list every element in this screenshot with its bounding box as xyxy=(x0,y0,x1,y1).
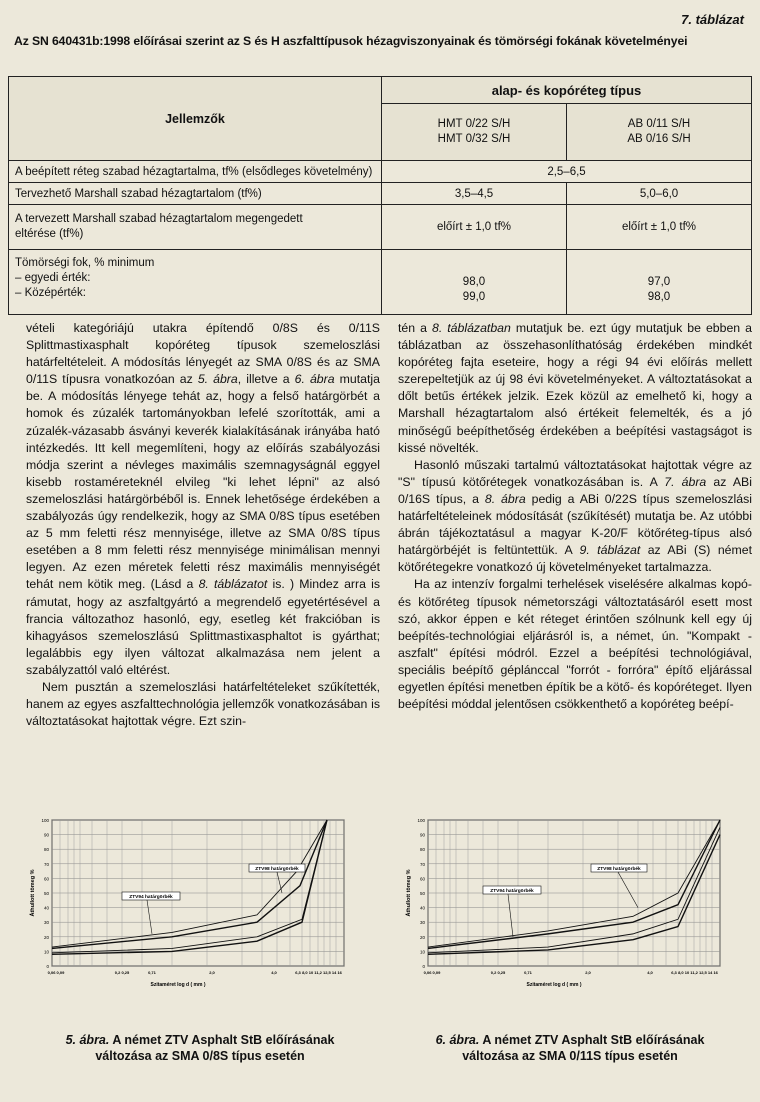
figure-6-caption xyxy=(380,1032,760,1064)
y-tick-label: 0 xyxy=(46,964,49,969)
figure-6-caption-line2: változása az SMA 0/11S típus esetén xyxy=(462,1049,678,1063)
table-number: 7. táblázat xyxy=(681,12,744,27)
left-column xyxy=(26,320,380,730)
x-axis-label: Szitaméret log d ( mm ) xyxy=(150,982,206,988)
y-tick-label: 80 xyxy=(43,847,49,853)
upper-curve-old xyxy=(52,820,327,947)
x-tick-label: 2,0 xyxy=(585,970,591,975)
y-axis-label: Áthullott tömeg % xyxy=(406,869,412,917)
header-col1 xyxy=(382,104,567,161)
label-new: ZTV98 határgörbék xyxy=(255,866,299,872)
x-tick-label: 6,3 xyxy=(671,970,677,975)
table-row xyxy=(9,183,752,205)
y-tick-label: 30 xyxy=(43,920,49,926)
row-value: előírt ± 1,0 tf% xyxy=(382,205,567,250)
x-tick-label: 8,0 10 11,2 12,5 14 16 xyxy=(302,970,342,975)
row-label-line: – egyedi érték: xyxy=(15,272,91,284)
row-value xyxy=(382,250,567,315)
figure-6-chart xyxy=(398,812,738,1002)
x-axis-label: Szitaméret log d ( mm ) xyxy=(526,982,582,988)
upper-curve-new xyxy=(428,820,720,948)
paragraph: tén a 8. táblázatban mutatjuk be. ezt úgy mutatjuk be ebben a táblázatban az összehasonlíthatóság érdekében mindkét kopóréteg fajta eseteire, hogy a régi 94 évi előírás mellett szerepeltetjük az új 98 évi követelményeket. A változtatásokat a dőlt betűs értékek jelzik. Ezek közül az emelhető ki, hogy a Marshall hézagtartalom alsó értékeit felemelték, és a jó minőségű beépíthetőség érdekében a beépítési vastagságot is kissé növelték. xyxy=(398,321,752,455)
label-new: ZTV98 határgörbék xyxy=(597,866,641,872)
figure-5-number: 5. ábra. xyxy=(65,1033,110,1047)
value-line: 98,0 xyxy=(462,276,486,288)
paragraph: Ha az intenzív forgalmi terhelések viselésére alkalmas kopó- és kötőréteg típusok németországi változtatásáról esett most szó, akkor éppen e két réteget érintően szólnunk kell egy új beépítés-technológiai eljárásról is, a német, ún. "Kompakt - aszfalt" építési módról. Ezzel a beépítési technológiával, speciális beépítő géplánccal "forrót - forróra" építő eljárással egyetlen építési menetben építik be a kötő- és kopóréteget. Ilyen beépítési móddal jelentősen csökkenthető a kopóréteg beépí- xyxy=(398,577,752,712)
lower-curve-new xyxy=(428,835,720,955)
x-tick-label: 0,71 xyxy=(148,970,156,975)
figure-6-number: 6. ábra. xyxy=(435,1033,480,1047)
row-label-line: – Középérték: xyxy=(15,287,86,299)
header-col1-line2: HMT 0/32 S/H xyxy=(437,133,511,145)
figure-5 xyxy=(22,812,362,1002)
row-label: A beépített réteg szabad hézagtartalma, tf% (elsődleges követelmény) xyxy=(9,161,382,183)
y-tick-label: 60 xyxy=(419,876,425,882)
x-tick-label: 0,06 0,09 xyxy=(47,970,65,975)
y-tick-label: 10 xyxy=(43,949,49,955)
x-tick-label: 8,0 10 11,2 12,5 14 16 xyxy=(678,970,718,975)
value-line: 98,0 xyxy=(647,291,671,303)
figure-5-caption xyxy=(0,1032,400,1064)
row-label: Tervezhető Marshall szabad hézagtartalom (tf%) xyxy=(9,183,382,205)
row-label-line: eltérése (tf%) xyxy=(15,228,84,240)
y-axis-label: Áthullott tömeg % xyxy=(30,869,36,917)
y-tick-label: 50 xyxy=(419,891,425,896)
x-tick-label: 0,71 xyxy=(524,970,532,975)
y-tick-label: 80 xyxy=(419,847,425,853)
figure-5-caption-line2: változása az SMA 0/8S típus esetén xyxy=(95,1049,305,1063)
value-line: 99,0 xyxy=(462,291,486,303)
lower-curve-old xyxy=(428,827,720,953)
header-jellemzok: Jellemzők xyxy=(9,77,382,161)
header-col2 xyxy=(567,104,752,161)
paragraph: Hasonló műszaki tartalmú változtatásokat hajtottak végre az "S" típusú kötőrétegek vonatkozásában is. A 7. ábra az ABi 0/16S típus, a 8. ábra pedig a ABi 0/22S típus szemeloszlási határfeltételeinek módosítását (szűkítését) mutatja be. Az utóbbi ábrán tájékoztatásul a magyar K-20/F kötőréteg-típus alsó határgörbéjét is feltüntettük. A 9. táblázat az ABi (S) német kötőrétegekre vonatkozó új követelményeket tartalmazza. xyxy=(398,457,753,575)
table-row xyxy=(9,250,752,315)
y-tick-label: 0 xyxy=(422,964,425,969)
y-tick-label: 40 xyxy=(419,905,425,911)
arrow-new xyxy=(618,872,638,908)
header-group: alap- és kopóréteg típus xyxy=(382,77,752,104)
row-label xyxy=(9,250,382,315)
y-tick-label: 10 xyxy=(419,949,425,955)
row-label-line: A tervezett Marshall szabad hézagtartalom megengedett xyxy=(15,213,303,225)
table-row xyxy=(9,205,752,250)
y-tick-label: 20 xyxy=(43,934,49,940)
header-col1-line1: HMT 0/22 S/H xyxy=(437,118,511,130)
header-col2-line1: AB 0/11 S/H xyxy=(627,118,691,130)
y-tick-label: 60 xyxy=(43,876,49,882)
y-tick-label: 50 xyxy=(43,891,49,896)
upper-curve-old xyxy=(428,820,720,947)
y-tick-label: 30 xyxy=(419,920,425,926)
figure-6 xyxy=(398,812,738,1002)
y-tick-label: 90 xyxy=(419,832,425,838)
x-tick-label: 4,0 xyxy=(271,970,277,975)
arrow-old xyxy=(147,900,152,934)
lower-curve-old xyxy=(52,820,327,953)
x-tick-label: 4,0 xyxy=(647,970,653,975)
table-title: Az SN 640431b:1998 előírásai szerint az S és H aszfalttípusok hézagviszonyainak és tömörségi fokának követelményei xyxy=(14,34,688,48)
figure-6-caption-line1: A német ZTV Asphalt StB előírásának xyxy=(482,1033,705,1047)
row-value xyxy=(567,250,752,315)
x-tick-label: 0,2 0,25 xyxy=(490,970,506,975)
x-tick-label: 2,0 xyxy=(209,970,215,975)
label-old: ZTV94 határgörbék xyxy=(490,888,534,894)
x-tick-label: 0,2 0,25 xyxy=(114,970,130,975)
row-value: 3,5–4,5 xyxy=(382,183,567,205)
row-value: 5,0–6,0 xyxy=(567,183,752,205)
row-value: előírt ± 1,0 tf% xyxy=(567,205,752,250)
y-tick-label: 100 xyxy=(41,818,49,823)
header-col2-line2: AB 0/16 S/H xyxy=(627,133,691,145)
y-tick-label: 40 xyxy=(43,905,49,911)
arrow-old xyxy=(508,894,513,937)
label-old: ZTV94 határgörbék xyxy=(129,894,173,900)
y-tick-label: 90 xyxy=(43,832,49,838)
figure-5-caption-line1: A német ZTV Asphalt StB előírásának xyxy=(112,1033,335,1047)
y-tick-label: 20 xyxy=(419,934,425,940)
row-label-line: Tömörségi fok, % minimum xyxy=(15,257,155,269)
paragraph: Nem pusztán a szemeloszlási határfeltételeket szűkítették, hanem az egyes aszfalttechnológia jellemzők vonatkozásában is változtatásokat hajtottak végre. Ezt szin- xyxy=(26,679,380,729)
y-tick-label: 100 xyxy=(417,818,425,823)
x-tick-label: 0,06 0,09 xyxy=(423,970,441,975)
value-line: 97,0 xyxy=(647,276,671,288)
y-tick-label: 70 xyxy=(43,861,49,867)
x-tick-label: 6,3 xyxy=(295,970,301,975)
row-value: 2,5–6,5 xyxy=(382,161,752,183)
figure-5-chart xyxy=(22,812,362,1002)
table-row xyxy=(9,161,752,183)
requirements-table xyxy=(8,76,752,315)
row-label xyxy=(9,205,382,250)
y-tick-label: 70 xyxy=(419,861,425,867)
right-column xyxy=(398,320,752,713)
paragraph: vételi kategóriájú utakra építendő 0/8S és 0/11S Splittmastixasphalt kopóréteg típusok szemeloszlási határfeltételeit. A módosítás lényegét az SMA 0/8S és az SMA 0/11S típusra vonatkozóan az 5. ábra, illetve a 6. ábra mutatja be. A módosítás lényege tehát az, hogy a felső határgörbét a homok és zúzalék tartományokban lefelé szorították, ami a zúzalék-vázasabb ásványi keverék kialakításának irányába ható intézkedés. Itt kell megemlíteni, hogy az előírás szabályozási módja szerint a névleges maximális szemnagyságnál eggyel kisebb rostaméreteknél elvileg "ki lehet lépni" az alsó szemeloszlási határgörbéből is. Ennek lehetősége érdekében a szabályozás úgy rendelkezik, hogy az SMA 0/8S típus esetében az 5 mm feletti rész mennyisége, illetve az SMA 0/8S típus esetében a 8 mm feletti rész mennyisége minimálisan mennyi legyen. Az ezen méretek feletti rész maximális mennyiségét tehát nem kötik meg. (Lásd a 8. táblázatot is. ) Mindez arra is rámutat, hogy az aszfaltgyártó a megrendelő egyetértésével a francia változathoz hasonló, egy, esetleg két frakcióban is kihagyásos szemeloszlású Splittmastixasphaltot is gyárthat; legalábbis egy ilyen változat alkalmazása nem jelent a szabályzattól való eltérést. xyxy=(26,321,380,677)
